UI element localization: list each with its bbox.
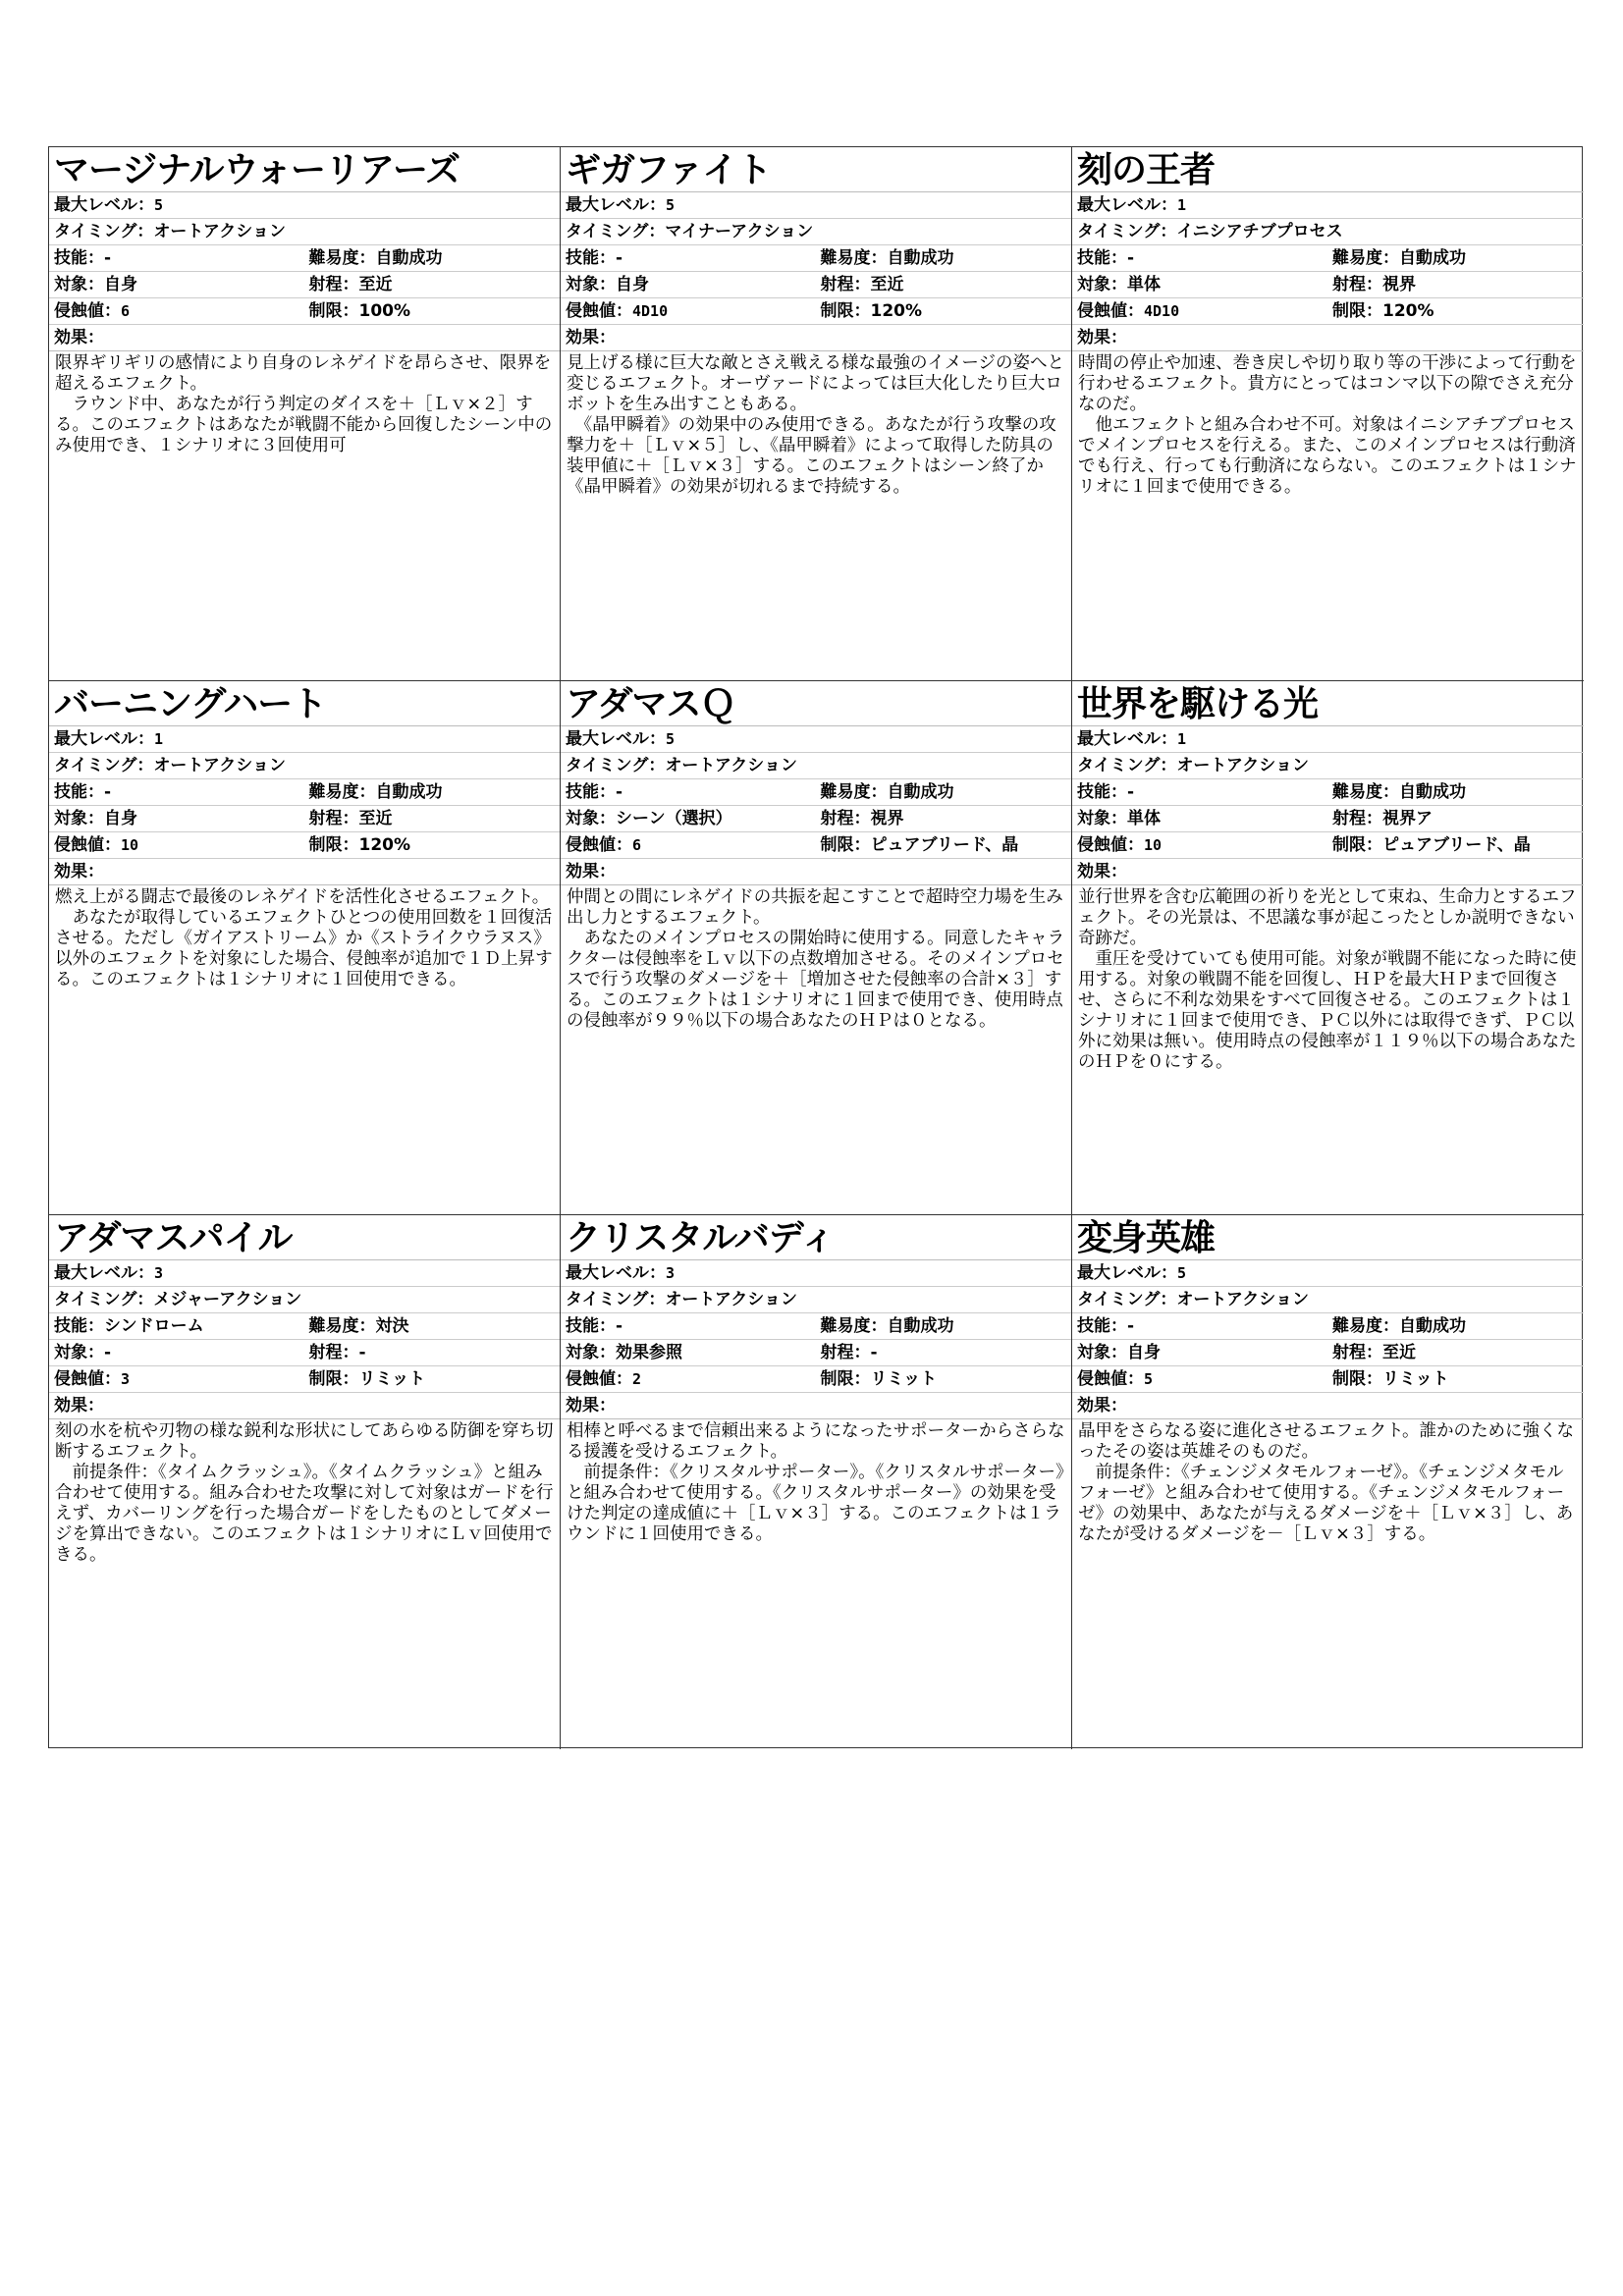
skill-cell: [1072, 1313, 1327, 1339]
erosion-limit-row: [49, 298, 560, 325]
target-value: 単体: [1127, 809, 1161, 828]
erosion-limit-row: [561, 1366, 1071, 1393]
effect-label: 効果：: [1072, 1393, 1584, 1419]
difficulty-value: 自動成功: [887, 1316, 954, 1336]
range-value: -: [358, 1343, 366, 1362]
target-label: 対象：: [54, 809, 104, 828]
range-cell: [1327, 272, 1584, 297]
target-range-row: [561, 272, 1071, 298]
timing-value: オートアクション: [153, 756, 286, 775]
effect-card: [1072, 147, 1584, 681]
erosion-label: 侵蝕値：: [1077, 835, 1144, 855]
max-level-value: 3: [666, 1264, 676, 1282]
range-label: 射程：: [820, 275, 871, 294]
timing-label: タイミング：: [54, 756, 154, 775]
erosion-limit-row: [49, 1366, 560, 1393]
timing-label: タイミング：: [566, 1290, 666, 1309]
range-label: 射程：: [308, 1343, 359, 1362]
range-value: 視界: [870, 809, 904, 828]
difficulty-cell: [816, 779, 1072, 805]
difficulty-cell: [1327, 779, 1584, 805]
difficulty-label: 難易度：: [308, 782, 376, 802]
limit-label: 制限：: [1332, 835, 1382, 855]
erosion-label: 侵蝕値：: [566, 301, 632, 321]
erosion-value: 10: [1144, 836, 1163, 854]
max-level-label: 最大レベル：: [54, 729, 154, 749]
target-cell: [49, 806, 304, 831]
limit-cell: [816, 298, 1072, 324]
range-value: 至近: [870, 275, 904, 294]
erosion-value: 6: [632, 836, 642, 854]
timing-value: オートアクション: [153, 222, 286, 241]
limit-value: 120%: [870, 301, 923, 321]
erosion-cell: [561, 1366, 816, 1392]
range-label: 射程：: [820, 809, 871, 828]
timing-row: [561, 753, 1071, 779]
limit-label: 制限：: [308, 1369, 359, 1389]
timing-label: タイミング：: [1077, 222, 1177, 241]
erosion-cell: [49, 832, 304, 858]
skill-difficulty-row: [561, 1313, 1071, 1340]
max-level-row: [561, 192, 1071, 219]
timing-value: イニシアチブプロセス: [1176, 222, 1343, 241]
erosion-cell: [49, 298, 304, 324]
limit-value: ピュアブリード、晶: [1382, 835, 1531, 855]
range-label: 射程：: [1332, 809, 1382, 828]
range-cell: [304, 1340, 561, 1365]
erosion-value: 6: [121, 302, 131, 320]
target-value: 自身: [104, 275, 137, 294]
limit-cell: [304, 832, 561, 858]
difficulty-label: 難易度：: [1332, 782, 1399, 802]
effect-description: 晶甲をさらなる姿に進化させるエフェクト。誰かのために強くなったその姿は英雄そのものだ。 前提条件：《チェンジメタモルフォーゼ》。《チェンジメタモルフォーゼ》と組み合わせて使用する。《チェンジメタモルフォーゼ》の効果中、あなたが与えるダメージを＋［Ｌｖ×３］し、あなたが受けるダメージを－［Ｌｖ×３］する。: [1078, 1421, 1575, 1544]
target-label: 対象：: [1077, 809, 1127, 828]
max-level-label: 最大レベル：: [1077, 1263, 1177, 1283]
range-value: 至近: [1382, 1343, 1416, 1362]
effect-card: [561, 147, 1072, 681]
skill-label: 技能：: [566, 1316, 616, 1336]
skill-cell: [561, 245, 816, 271]
skill-label: 技能：: [54, 248, 104, 268]
effect-label: 効果：: [1072, 859, 1584, 885]
target-label: 対象：: [54, 1343, 104, 1362]
skill-label: 技能：: [1077, 248, 1127, 268]
timing-label: タイミング：: [54, 1290, 154, 1309]
range-value: 至近: [358, 809, 393, 828]
effect-label: 効果：: [49, 859, 560, 885]
difficulty-value: 対決: [375, 1316, 409, 1336]
erosion-label: 侵蝕値：: [1077, 301, 1144, 321]
difficulty-label: 難易度：: [820, 1316, 888, 1336]
erosion-limit-row: [1072, 298, 1584, 325]
effect-description: 並行世界を含む広範囲の祈りを光として束ね、生命力とするエフェクト。その光景は、不思議な事が起こったとしか説明できない奇跡だ。 重圧を受けていても使用可能。対象が戦闘不能になった時に使用する。対象の戦闘不能を回復し、ＨＰを最大ＨＰまで回復させ、さらに不利な効果をすべて回復させる。このエフェクトは１シナリオに１回まで使用でき、ＰＣ以外には取得できず、ＰＣ以外に効果は無い。使用時点の侵蝕率が１１９％以下の場合あなたのＨＰを０にする。: [1078, 887, 1577, 1072]
limit-cell: [816, 1366, 1072, 1392]
range-value: 視界: [1382, 275, 1416, 294]
erosion-label: 侵蝕値：: [54, 301, 121, 321]
max-level-value: 5: [666, 730, 676, 748]
effect-description: 限界ギリギリの感情により自身のレネゲイドを昂らさせ、限界を超えるエフェクト。 ラウンド中、あなたが行う判定のダイスを＋［Ｌｖ×２］する。このエフェクトはあなたが戦闘不能から回復したシーン中のみ使用でき、１シナリオに３回使用可: [55, 353, 553, 455]
skill-difficulty-row: [561, 245, 1071, 272]
skill-difficulty-row: [49, 779, 560, 806]
timing-value: オートアクション: [1176, 756, 1309, 775]
max-level-row: [49, 192, 560, 219]
effect-card: [49, 681, 561, 1215]
difficulty-value: 自動成功: [887, 248, 954, 268]
max-level-label: 最大レベル：: [1077, 729, 1177, 749]
target-range-row: [561, 1340, 1071, 1366]
skill-value: -: [1127, 782, 1135, 802]
effect-label: 効果：: [49, 1393, 560, 1419]
timing-row: [561, 219, 1071, 245]
erosion-label: 侵蝕値：: [54, 1369, 121, 1389]
difficulty-cell: [1327, 245, 1584, 271]
timing-value: オートアクション: [665, 756, 797, 775]
erosion-cell: [1072, 832, 1327, 858]
skill-label: 技能：: [1077, 782, 1127, 802]
erosion-cell: [49, 1366, 304, 1392]
erosion-limit-row: [49, 832, 560, 859]
limit-value: 120%: [1382, 301, 1434, 321]
difficulty-label: 難易度：: [820, 782, 888, 802]
erosion-limit-row: [561, 298, 1071, 325]
max-level-value: 1: [1177, 196, 1187, 214]
erosion-value: 3: [121, 1370, 131, 1388]
skill-value: -: [616, 782, 623, 802]
erosion-limit-row: [1072, 1366, 1584, 1393]
difficulty-value: 自動成功: [1399, 782, 1466, 802]
max-level-value: 5: [154, 196, 164, 214]
timing-row: [49, 1287, 560, 1313]
erosion-limit-row: [561, 832, 1071, 859]
limit-label: 制限：: [308, 835, 359, 855]
timing-row: [1072, 1287, 1584, 1313]
limit-value: 100%: [358, 301, 411, 321]
target-range-row: [1072, 806, 1584, 832]
difficulty-cell: [304, 1313, 561, 1339]
timing-label: タイミング：: [1077, 756, 1177, 775]
effect-card: [561, 1215, 1072, 1749]
erosion-value: 2: [632, 1370, 642, 1388]
difficulty-label: 難易度：: [1332, 1316, 1399, 1336]
effect-card: [561, 681, 1072, 1215]
skill-value: -: [104, 782, 112, 802]
difficulty-cell: [1327, 1313, 1584, 1339]
erosion-label: 侵蝕値：: [54, 835, 121, 855]
timing-row: [1072, 753, 1584, 779]
target-label: 対象：: [1077, 1343, 1127, 1362]
timing-value: メジャーアクション: [153, 1290, 302, 1309]
timing-row: [1072, 219, 1584, 245]
erosion-cell: [561, 298, 816, 324]
limit-label: 制限：: [820, 835, 871, 855]
skill-value: -: [616, 248, 623, 268]
effect-name: クリスタルバディ: [561, 1215, 1071, 1260]
skill-cell: [49, 779, 304, 805]
skill-difficulty-row: [561, 779, 1071, 806]
range-cell: [816, 272, 1072, 297]
max-level-label: 最大レベル：: [566, 1263, 666, 1283]
skill-cell: [561, 779, 816, 805]
erosion-value: 10: [121, 836, 139, 854]
effect-label: 効果：: [49, 325, 560, 351]
target-label: 対象：: [566, 275, 616, 294]
erosion-value: 5: [1144, 1370, 1154, 1388]
erosion-label: 侵蝕値：: [566, 1369, 632, 1389]
effect-description: 刻の水を杭や刃物の様な鋭利な形状にしてあらゆる防御を穿ち切断するエフェクト。 前提条件：《タイムクラッシュ》。《タイムクラッシュ》と組み合わせて使用する。組み合わせた攻撃に対して対象はガードを行えず、カバーリングを行った場合ガードをしたものとしてダメージを算出できない。このエフェクトは１シナリオにＬｖ回使用できる。: [55, 1421, 554, 1565]
max-level-row: [1072, 726, 1584, 753]
skill-label: 技能：: [566, 248, 616, 268]
effect-card: [49, 147, 561, 681]
skill-difficulty-row: [1072, 1313, 1584, 1340]
max-level-value: 5: [666, 196, 676, 214]
limit-label: 制限：: [308, 301, 359, 321]
target-range-row: [49, 1340, 560, 1366]
target-value: 効果参照: [616, 1343, 682, 1362]
effect-card: [1072, 1215, 1584, 1749]
target-cell: [561, 1340, 816, 1365]
effect-name: 変身英雄: [1072, 1215, 1584, 1260]
effect-description: 見上げる様に巨大な敵とさえ戦える様な最強のイメージの姿へと変じるエフェクト。オーヴァードによっては巨大化したり巨大ロボットを生み出すこともある。 《晶甲瞬着》の効果中のみ使用できる。あなたが行う攻撃の攻撃力を＋［Ｌｖ×５］し、《晶甲瞬着》によって取得した防具の装甲値に＋［Ｌｖ×３］する。このエフェクトはシーン終了か《晶甲瞬着》の効果が切れるまで持続する。: [567, 353, 1064, 497]
effect-description: 相棒と呼べるまで信頼出来るようになったサポーターからさらなる援護を受けるエフェクト。 前提条件：《クリスタルサポーター》。《クリスタルサポーター》と組み合わせて使用する。《クリスタルサポーター》の効果を受けた判定の達成値に＋［Ｌｖ×３］する。このエフェクトは１ラウンドに１回使用できる。: [567, 1421, 1065, 1544]
difficulty-value: 自動成功: [1399, 248, 1466, 268]
limit-value: ピュアブリード、晶: [870, 835, 1019, 855]
skill-difficulty-row: [1072, 245, 1584, 272]
effect-label: 効果：: [561, 859, 1071, 885]
limit-cell: [816, 832, 1072, 858]
max-level-row: [49, 1260, 560, 1287]
target-cell: [1072, 806, 1327, 831]
timing-label: タイミング：: [566, 756, 666, 775]
skill-difficulty-row: [49, 1313, 560, 1340]
limit-cell: [304, 1366, 561, 1392]
max-level-value: 3: [154, 1264, 164, 1282]
limit-value: リミット: [358, 1369, 426, 1389]
target-value: 単体: [1127, 275, 1161, 294]
erosion-cell: [1072, 1366, 1327, 1392]
limit-value: 120%: [358, 835, 411, 855]
range-label: 射程：: [308, 275, 359, 294]
skill-value: -: [1127, 1316, 1135, 1336]
limit-cell: [1327, 1366, 1584, 1392]
erosion-label: 侵蝕値：: [1077, 1369, 1144, 1389]
effect-label: 効果：: [561, 1393, 1071, 1419]
max-level-label: 最大レベル：: [54, 1263, 154, 1283]
limit-label: 制限：: [1332, 1369, 1382, 1389]
range-cell: [304, 806, 561, 831]
effect-card-sheet: [48, 146, 1583, 1748]
difficulty-cell: [816, 245, 1072, 271]
limit-cell: [1327, 832, 1584, 858]
target-label: 対象：: [566, 1343, 616, 1362]
range-value: 至近: [358, 275, 393, 294]
skill-value: シンドローム: [104, 1316, 204, 1336]
effect-name: バーニングハート: [49, 681, 560, 726]
target-cell: [561, 806, 816, 831]
skill-value: -: [104, 248, 112, 268]
target-label: 対象：: [1077, 275, 1127, 294]
effect-description: 燃え上がる闘志で最後のレネゲイドを活性化させるエフェクト。 あなたが取得しているエフェクトひとつの使用回数を１回復活させる。ただし《ガイアストリーム》か《ストライクウラヌス》以外のエフェクトを対象にした場合、侵蝕率が追加で１Ｄ上昇する。このエフェクトは１シナリオに１回使用できる。: [55, 887, 553, 989]
target-value: 自身: [104, 809, 137, 828]
timing-row: [49, 753, 560, 779]
max-level-label: 最大レベル：: [54, 195, 154, 215]
range-cell: [816, 1340, 1072, 1365]
erosion-cell: [1072, 298, 1327, 324]
effect-name: 刻の王者: [1072, 147, 1584, 192]
target-cell: [49, 272, 304, 297]
difficulty-label: 難易度：: [308, 1316, 376, 1336]
effect-name: マージナルウォーリアーズ: [49, 147, 560, 192]
effect-card: [49, 1215, 561, 1749]
difficulty-cell: [304, 245, 561, 271]
max-level-value: 1: [154, 730, 164, 748]
target-cell: [1072, 1340, 1327, 1365]
effect-name: アダマスパイル: [49, 1215, 560, 1260]
timing-value: オートアクション: [1176, 1290, 1309, 1309]
limit-cell: [1327, 298, 1584, 324]
difficulty-cell: [816, 1313, 1072, 1339]
max-level-label: 最大レベル：: [566, 195, 666, 215]
limit-label: 制限：: [820, 301, 871, 321]
range-cell: [816, 806, 1072, 831]
skill-cell: [1072, 245, 1327, 271]
limit-cell: [304, 298, 561, 324]
limit-label: 制限：: [1332, 301, 1382, 321]
target-range-row: [49, 806, 560, 832]
max-level-row: [561, 1260, 1071, 1287]
skill-label: 技能：: [54, 1316, 104, 1336]
max-level-row: [1072, 1260, 1584, 1287]
range-cell: [1327, 806, 1584, 831]
effect-label: 効果：: [1072, 325, 1584, 351]
timing-label: タイミング：: [566, 222, 666, 241]
erosion-value: 4D10: [1144, 302, 1180, 320]
target-value: -: [104, 1343, 112, 1362]
skill-difficulty-row: [49, 245, 560, 272]
erosion-value: 4D10: [632, 302, 669, 320]
range-cell: [1327, 1340, 1584, 1365]
effect-label: 効果：: [561, 325, 1071, 351]
difficulty-value: 自動成功: [375, 782, 443, 802]
target-value: 自身: [616, 275, 649, 294]
difficulty-value: 自動成功: [887, 782, 954, 802]
range-label: 射程：: [1332, 1343, 1382, 1362]
skill-cell: [49, 1313, 304, 1339]
skill-label: 技能：: [1077, 1316, 1127, 1336]
max-level-value: 1: [1177, 730, 1187, 748]
range-value: -: [870, 1343, 878, 1362]
max-level-row: [561, 726, 1071, 753]
difficulty-value: 自動成功: [375, 248, 443, 268]
difficulty-label: 難易度：: [1332, 248, 1399, 268]
skill-label: 技能：: [54, 782, 104, 802]
target-cell: [49, 1340, 304, 1365]
difficulty-label: 難易度：: [820, 248, 888, 268]
skill-difficulty-row: [1072, 779, 1584, 806]
max-level-label: 最大レベル：: [566, 729, 666, 749]
max-level-value: 5: [1177, 1264, 1187, 1282]
limit-label: 制限：: [820, 1369, 871, 1389]
effect-name: 世界を駆ける光: [1072, 681, 1584, 726]
effect-card: [1072, 681, 1584, 1215]
range-cell: [304, 272, 561, 297]
effect-description: 時間の停止や加速、巻き戻しや切り取り等の干渉によって行動を行わせるエフェクト。貴方にとってはコンマ以下の隙でさえ充分なのだ。 他エフェクトと組み合わせ不可。対象はイニシアチブプロセスでメインプロセスを行える。また、このメインプロセスは行動済でも行え、行っても行動済にならない。このエフェクトは１シナリオに１回まで使用できる。: [1078, 353, 1577, 497]
skill-value: -: [1127, 248, 1135, 268]
difficulty-value: 自動成功: [1399, 1316, 1466, 1336]
erosion-cell: [561, 832, 816, 858]
target-cell: [1072, 272, 1327, 297]
timing-row: [561, 1287, 1071, 1313]
limit-value: リミット: [1382, 1369, 1449, 1389]
target-range-row: [1072, 272, 1584, 298]
difficulty-label: 難易度：: [308, 248, 376, 268]
effect-name: アダマスＱ: [561, 681, 1071, 726]
max-level-row: [49, 726, 560, 753]
target-label: 対象：: [566, 809, 616, 828]
erosion-limit-row: [1072, 832, 1584, 859]
range-label: 射程：: [1332, 275, 1382, 294]
timing-value: マイナーアクション: [665, 222, 814, 241]
max-level-label: 最大レベル：: [1077, 195, 1177, 215]
target-value: シーン（選択）: [616, 809, 732, 828]
target-cell: [561, 272, 816, 297]
difficulty-cell: [304, 779, 561, 805]
target-range-row: [561, 806, 1071, 832]
target-range-row: [1072, 1340, 1584, 1366]
limit-value: リミット: [870, 1369, 938, 1389]
range-label: 射程：: [820, 1343, 871, 1362]
skill-value: -: [616, 1316, 623, 1336]
skill-cell: [561, 1313, 816, 1339]
target-range-row: [49, 272, 560, 298]
effect-name: ギガファイト: [561, 147, 1071, 192]
effect-description: 仲間との間にレネゲイドの共振を起こすことで超時空力場を生み出し力とするエフェクト。 あなたのメインプロセスの開始時に使用する。同意したキャラクターは侵蝕率をＬｖ以下の点数増加させる。そのメインプロセスで行う攻撃のダメージを＋［増加させた侵蝕率の合計×３］する。このエフェクトは１シナリオに１回まで使用でき、使用時点の侵蝕率が９９％以下の場合あなたのＨＰは０となる。: [567, 887, 1065, 1031]
erosion-label: 侵蝕値：: [566, 835, 632, 855]
timing-label: タイミング：: [1077, 1290, 1177, 1309]
range-label: 射程：: [308, 809, 359, 828]
timing-row: [49, 219, 560, 245]
skill-cell: [49, 245, 304, 271]
max-level-row: [1072, 192, 1584, 219]
target-value: 自身: [1127, 1343, 1161, 1362]
target-label: 対象：: [54, 275, 104, 294]
timing-value: オートアクション: [665, 1290, 797, 1309]
range-value: 視界ア: [1382, 809, 1433, 828]
skill-cell: [1072, 779, 1327, 805]
timing-label: タイミング：: [54, 222, 154, 241]
skill-label: 技能：: [566, 782, 616, 802]
